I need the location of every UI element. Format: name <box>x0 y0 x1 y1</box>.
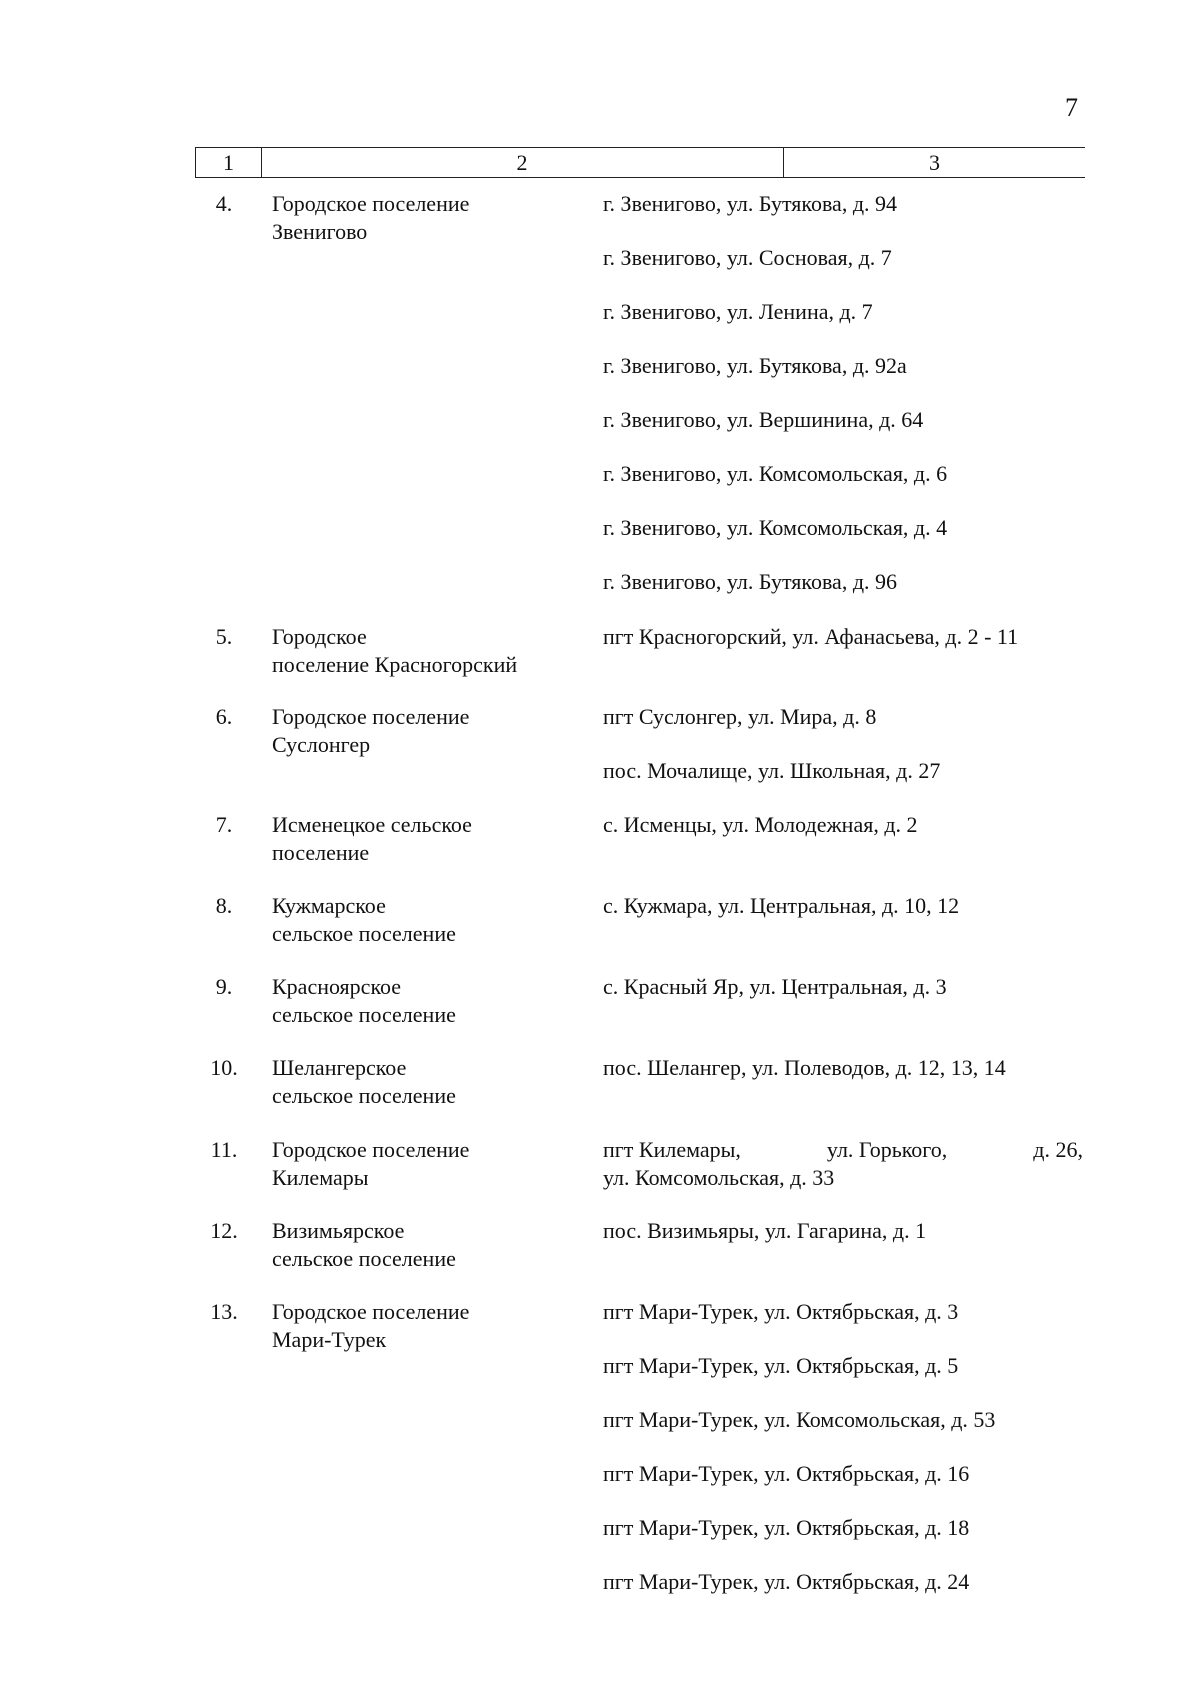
row-number: 5. <box>215 624 233 649</box>
address-item: с. Кужмара, ул. Центральная, д. 10, 12 <box>603 893 960 918</box>
settlement-name-line: Городское <box>272 624 367 649</box>
address-item: пгт Мари-Турек, ул. Октябрьская, д. 5 <box>603 1353 959 1378</box>
address-list <box>603 623 1083 677</box>
settlement-name-line: сельское поселение <box>272 1002 456 1027</box>
address-part: д. 26, <box>1033 1137 1083 1162</box>
header-col-1: 1 <box>195 148 262 177</box>
address-list <box>603 190 1083 622</box>
settlement-name-line: Суслонгер <box>272 732 371 757</box>
settlement-name-line: сельское поселение <box>272 1083 456 1108</box>
address-item: г. Звенигово, ул. Комсомольская, д. 4 <box>603 515 948 540</box>
address-item: пгт Мари-Турек, ул. Октябрьская, д. 24 <box>603 1569 970 1594</box>
settlement-name-line: Мари-Турек <box>272 1327 387 1352</box>
address-item: пос. Шелангер, ул. Полеводов, д. 12, 13, 14 <box>603 1055 1006 1080</box>
address-list <box>603 973 1083 1027</box>
settlement-name-line: Визимьярское <box>272 1218 405 1243</box>
address-item: пос. Мочалище, ул. Школьная, д. 27 <box>603 758 941 783</box>
address-item: г. Звенигово, ул. Бутякова, д. 96 <box>603 569 898 594</box>
address-item: пгт Мари-Турек, ул. Октябрьская, д. 18 <box>603 1515 970 1540</box>
settlement-name-line: Городское поселение <box>272 704 470 729</box>
address-item: пгт Мари-Турек, ул. Комсомольская, д. 53 <box>603 1407 996 1432</box>
address-item: с. Красный Яр, ул. Центральная, д. 3 <box>603 974 947 999</box>
table-header <box>195 147 1085 178</box>
address-item <box>603 1136 1083 1164</box>
settlement-name-line: Городское поселение <box>272 191 470 216</box>
address-item: пгт Мари-Турек, ул. Октябрьская, д. 16 <box>603 1461 970 1486</box>
header-col-3: 3 <box>929 150 940 175</box>
address-item: пос. Визимьяры, ул. Гагарина, д. 1 <box>603 1218 927 1243</box>
settlement-name <box>272 973 572 1029</box>
address-list <box>603 1298 1083 1622</box>
settlement-name <box>272 811 572 867</box>
address-list <box>603 1217 1083 1271</box>
row-number: 10. <box>210 1055 238 1080</box>
settlement-name-line: Килемары <box>272 1165 369 1190</box>
settlement-name <box>272 1217 572 1273</box>
settlement-name-line: сельское поселение <box>272 921 456 946</box>
address-continuation: ул. Комсомольская, д. 33 <box>603 1165 835 1190</box>
row-number: 6. <box>215 704 233 729</box>
settlement-name <box>272 623 572 679</box>
settlement-name-line: Красноярское <box>272 974 402 999</box>
settlement-name-line: Кужмарское <box>272 893 386 918</box>
settlement-name-line: Городское поселение <box>272 1137 470 1162</box>
address-part: пгт Килемары, <box>603 1137 741 1162</box>
settlement-name <box>272 1298 572 1354</box>
address-list <box>603 1054 1083 1108</box>
address-list <box>603 811 1083 865</box>
settlement-name <box>272 703 572 759</box>
settlement-name-line: поселение Красногорский <box>272 652 518 677</box>
settlement-name-line: Исменецкое сельское <box>272 812 472 837</box>
row-number: 9. <box>215 974 233 999</box>
row-number: 4. <box>215 191 233 216</box>
address-item: г. Звенигово, ул. Комсомольская, д. 6 <box>603 461 948 486</box>
address-list <box>603 1136 1083 1192</box>
address-list <box>603 703 1083 811</box>
address-item: пгт Суслонгер, ул. Мира, д. 8 <box>603 704 877 729</box>
address-item: пгт Красногорский, ул. Афанасьева, д. 2 - 11 <box>603 624 1019 649</box>
address-part: ул. Горького, <box>826 1137 948 1162</box>
address-item: г. Звенигово, ул. Вершинина, д. 64 <box>603 407 924 432</box>
address-item: г. Звенигово, ул. Бутякова, д. 94 <box>603 191 898 216</box>
header-col-2: 2 <box>261 148 784 177</box>
row-number: 8. <box>215 893 233 918</box>
settlement-name-line: Городское поселение <box>272 1299 470 1324</box>
settlement-name <box>272 1136 572 1192</box>
address-item: г. Звенигово, ул. Ленина, д. 7 <box>603 299 873 324</box>
address-list <box>603 892 1083 946</box>
row-number: 12. <box>210 1218 238 1243</box>
page-number: 7 <box>1065 93 1078 122</box>
settlement-name-line: Шелангерское <box>272 1055 407 1080</box>
address-item: с. Исменцы, ул. Молодежная, д. 2 <box>603 812 918 837</box>
settlement-name-line: Звенигово <box>272 219 368 244</box>
settlement-name-line: сельское поселение <box>272 1246 456 1271</box>
address-item: г. Звенигово, ул. Сосновая, д. 7 <box>603 245 892 270</box>
row-number: 11. <box>210 1137 238 1162</box>
address-item: г. Звенигово, ул. Бутякова, д. 92а <box>603 353 907 378</box>
row-number: 7. <box>215 812 233 837</box>
settlement-name <box>272 190 572 246</box>
address-item: пгт Мари-Турек, ул. Октябрьская, д. 3 <box>603 1299 959 1324</box>
settlement-name <box>272 892 572 948</box>
settlement-name <box>272 1054 572 1110</box>
row-number: 13. <box>210 1299 238 1324</box>
settlement-name-line: поселение <box>272 840 370 865</box>
